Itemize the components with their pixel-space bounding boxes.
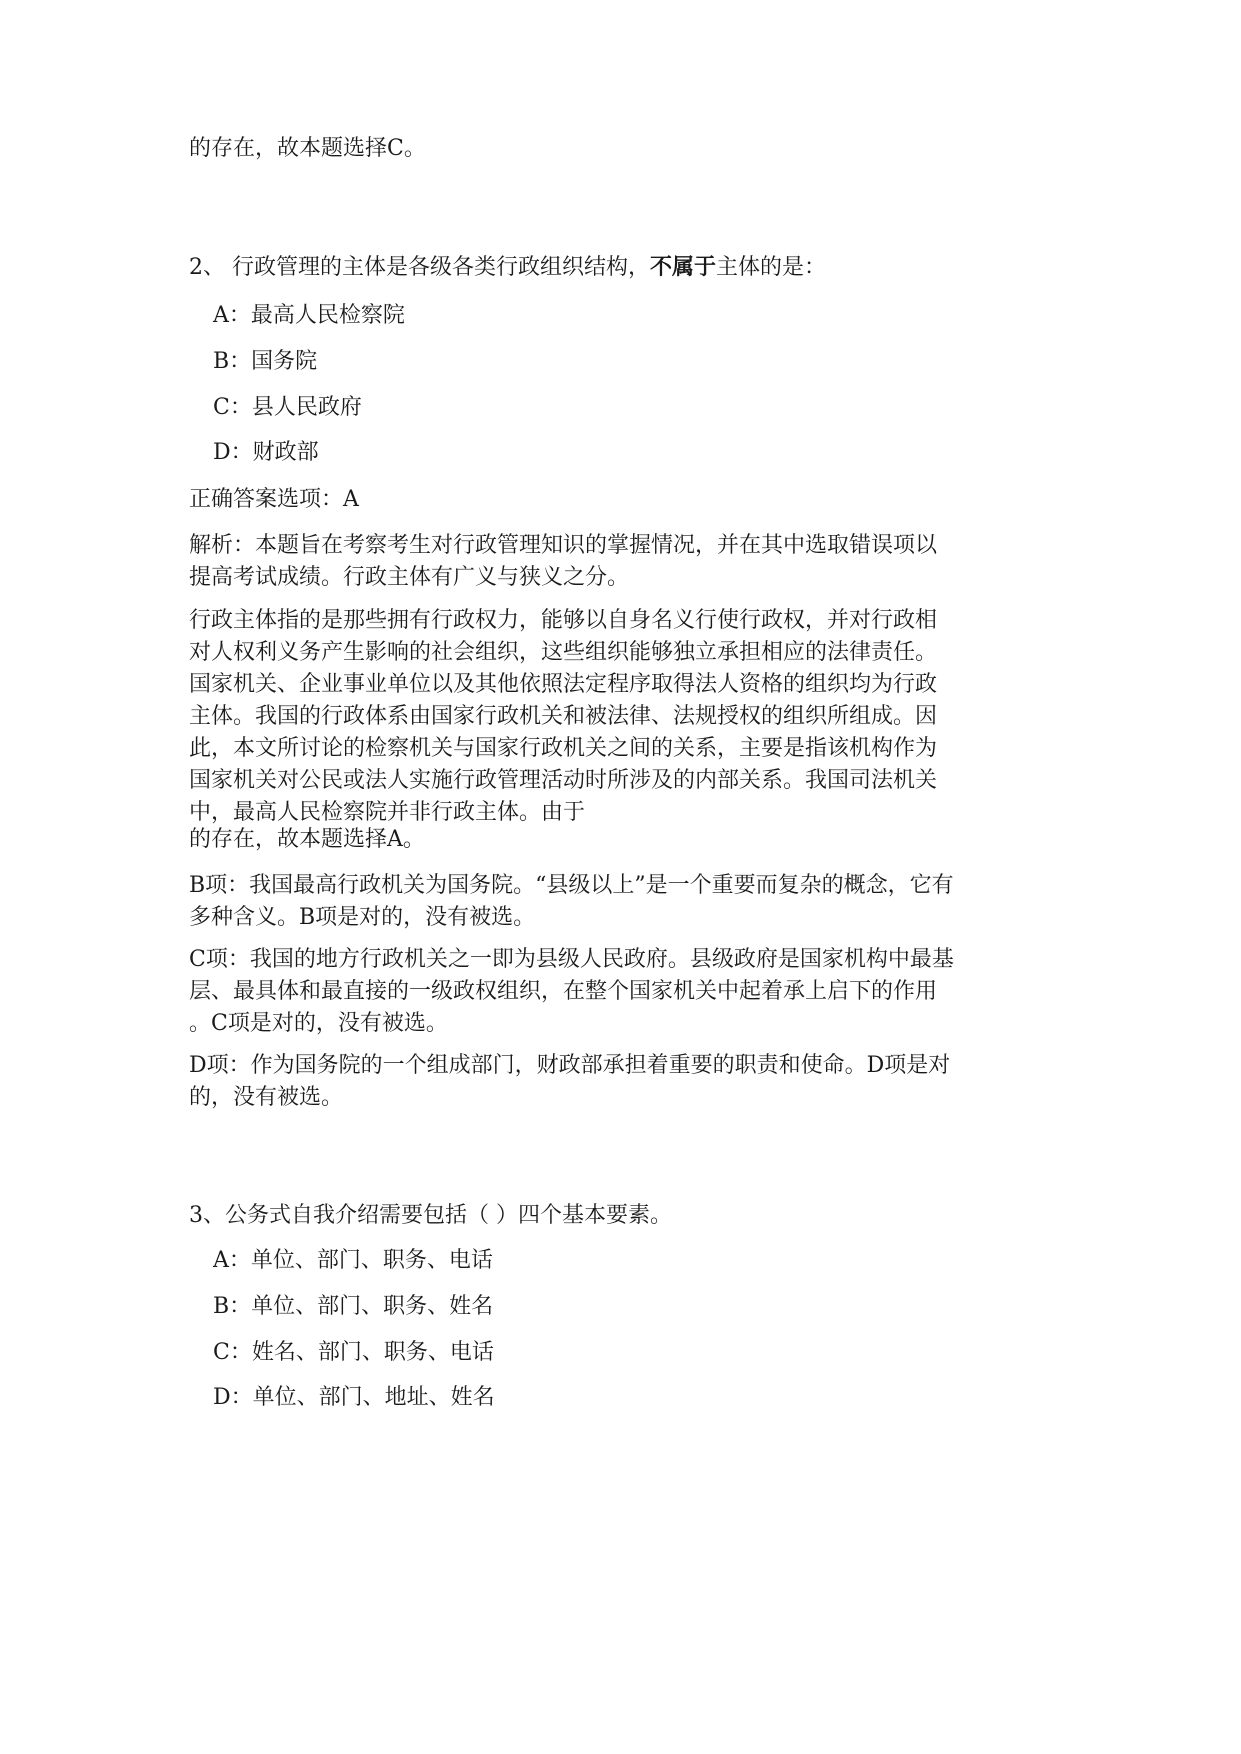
q2-answer: 正确答案选项：A [189, 487, 359, 512]
q2-option-b: B：国务院 [213, 349, 318, 374]
q2-stem-emphasis: 不属于 [650, 255, 717, 280]
analysis-line: 。C项是对的，没有被选。 [189, 1011, 448, 1036]
q2-analysis-d [189, 1050, 1059, 1114]
analysis-line: D项：作为国务院的一个组成部门，财政部承担着重要的职责和使命。D项是对 [189, 1053, 951, 1078]
analysis-line: 国家机关、企业事业单位以及其他依照法定程序取得法人资格的组织均为行政 [189, 672, 938, 697]
q3-option-d: D：单位、部门、地址、姓名 [213, 1385, 495, 1410]
q2-conclusion: 的存在，故本题选择A。 [189, 827, 425, 852]
analysis-line: B项：我国最高行政机关为国务院。“县级以上”是一个重要而复杂的概念，它有 [189, 873, 954, 898]
analysis-line: 此，本文所讨论的检察机关与国家行政机关之间的关系，主要是指该机构作为 [189, 736, 938, 761]
analysis-line: 的，没有被选。 [189, 1085, 344, 1110]
q3-stem: 3、公务式自我介绍需要包括（ ）四个基本要素。 [189, 1203, 672, 1228]
analysis-line: 解析：本题旨在考察考生对行政管理知识的掌握情况，并在其中选取错误项以 [189, 533, 938, 558]
q3-option-b: B：单位、部门、职务、姓名 [213, 1294, 494, 1319]
q2-option-c: C：县人民政府 [213, 395, 362, 420]
analysis-line: C项：我国的地方行政机关之一即为县级人民政府。县级政府是国家机构中最基 [189, 947, 954, 972]
analysis-line: 多种含义。B项是对的，没有被选。 [189, 905, 536, 930]
q2-analysis-b [189, 870, 1059, 934]
q3-option-a: A：单位、部门、职务、电话 [213, 1248, 493, 1273]
q1-conclusion: 的存在，故本题选择C。 [189, 136, 426, 161]
q2-option-d: D：财政部 [213, 440, 319, 465]
q3-option-c: C：姓名、部门、职务、电话 [213, 1340, 494, 1365]
analysis-line: 主体。我国的行政体系由国家行政机关和被法律、法规授权的组织所组成。因 [189, 704, 938, 729]
analysis-line: 行政主体指的是那些拥有行政权力，能够以自身名义行使行政权，并对行政相 [189, 608, 938, 633]
analysis-line: 对人权利义务产生影响的社会组织，这些组织能够独立承担相应的法律责任。 [189, 640, 938, 665]
q2-stem-text: 2、 行政管理的主体是各级各类行政组织结构， [189, 255, 650, 280]
q2-stem [189, 252, 1059, 284]
q2-option-a: A：最高人民检察院 [213, 303, 405, 328]
q2-analysis-body [189, 605, 1059, 829]
analysis-line: 国家机关对公民或法人实施行政管理活动时所涉及的内部关系。我国司法机关 [189, 768, 938, 793]
analysis-line: 提高考试成绩。行政主体有广义与狭义之分。 [189, 565, 630, 590]
q2-analysis-intro [189, 530, 1059, 594]
analysis-line: 中，最高人民检察院并非行政主体。由于 [189, 800, 586, 825]
q2-analysis-c [189, 944, 1059, 1040]
analysis-line: 层、最具体和最直接的一级政权组织，在整个国家机关中起着承上启下的作用 [189, 979, 938, 1004]
q2-stem-text-end: 主体的是： [716, 255, 827, 280]
